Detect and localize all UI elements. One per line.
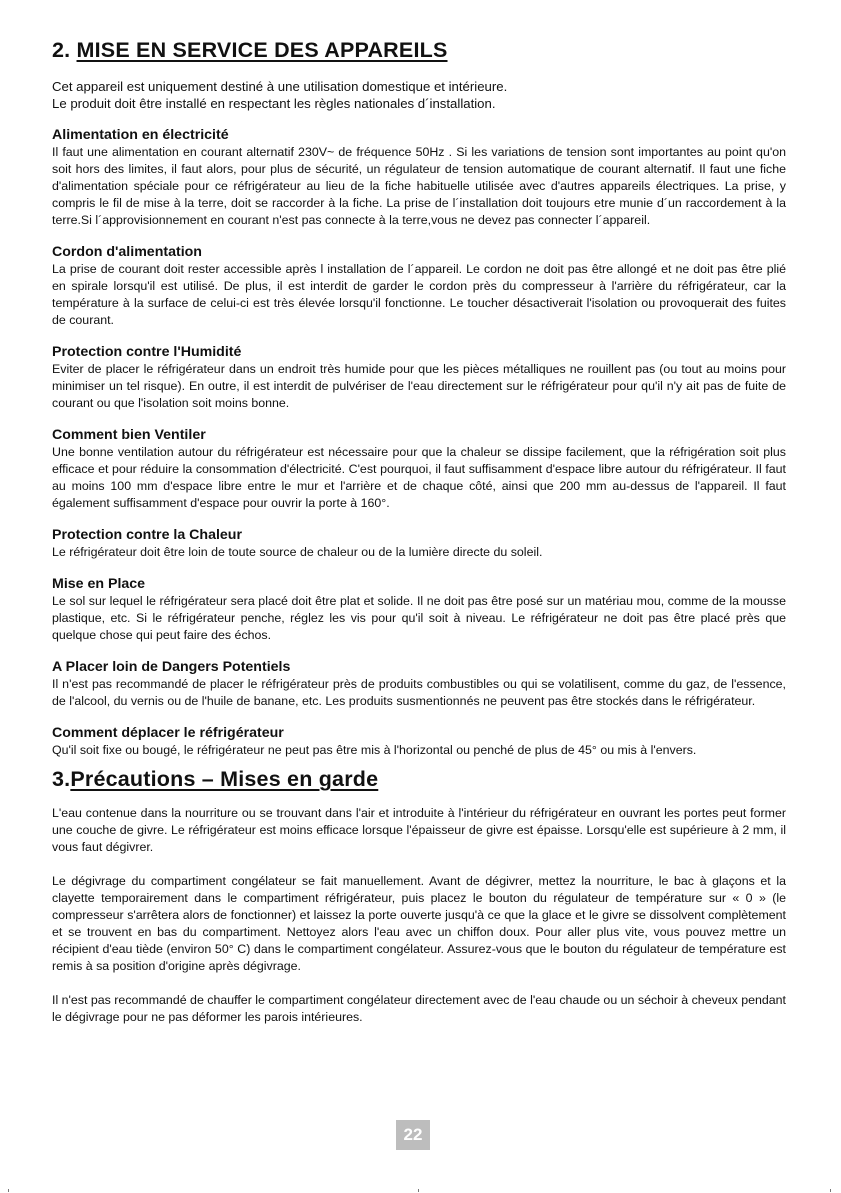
intro-block [52, 78, 786, 112]
section-text: Une bonne ventilation autour du réfrigérateur est nécessaire pour que la chaleur se dissipe facilement, que la réfrigération soit plus efficace et pour réduire la consommation d'électricité. C'est pourquoi, il faut suffisamment d'espace libre autour du réfrigérateur. Il faut au moins 100 mm d'espace libre entre le mur et l'arrière et de chaque côté, ainsi que 200 mm au-dessus de l'appareil. Il faut également suffisamment d'espace pour ouvrir la porte à 160°. [52, 445, 786, 510]
section-title: Comment déplacer le réfrigérateur [52, 725, 284, 741]
section-title: Protection contre l'Humidité [52, 344, 242, 360]
crop-marks [0, 1189, 841, 1193]
precaution-paragraph: Il n'est pas recommandé de chauffer le compartiment congélateur directement avec de l'eau chaude ou un séchoir à cheveux pendant le dégivrage pour ne pas déformer les parois intérieures. [52, 993, 786, 1024]
precaution-paragraph: L'eau contenue dans la nourriture ou se trouvant dans l'air et introduite à l'intérieur du réfrigérateur en ouvrant les portes peut former une couche de givre. Le réfrigérateur est moins efficace lorsque l'épaisseur de givre est épaisse. Lorsqu'elle est supérieure à 2 mm, il vous faut dégivrer. [52, 806, 786, 854]
section-heading-3 [52, 767, 786, 791]
section-ventiler [52, 426, 786, 512]
intro-line: Cet appareil est uniquement destiné à une utilisation domestique et intérieure. [52, 79, 508, 94]
heading-number: 2. [52, 38, 77, 62]
intro-line: Le produit doit être installé en respectant les règles nationales d´installation. [52, 96, 496, 111]
precaution-paragraph: Le dégivrage du compartiment congélateur se fait manuellement. Avant de dégivrer, mettez la nourriture, le bac à glaçons et la clayette temporairement dans le compartiment réfrigérateur, puis placez le bouton du régulateur de température sur « 0 » (le compresseur s'arrêtera alors de fonctionner) et laissez la porte ouverte jusqu'à ce que la glace et le givre se dissolvent complètement et se trouvent en bas du compartiment. Nettoyez alors l'eau avec un chiffon doux. Pour aller plus vite, vous pouvez mettre un récipient d'eau tiède (environ 50° C) dans le compartiment congélateur. Assurez-vous que le bouton du régulateur de température est remis à sa position d'origine après dégivrage. [52, 874, 786, 973]
heading-title: Précautions – Mises en garde [70, 767, 379, 791]
heading-title: MISE EN SERVICE DES APPAREILS [76, 38, 448, 62]
section-dangers [52, 658, 786, 710]
section-chaleur [52, 526, 786, 561]
section-text: Le sol sur lequel le réfrigérateur sera placé doit être plat et solide. Il ne doit pas être posé sur un matériau mou, comme de la mousse plastique, etc. Si le réfrigérateur penche, réglez les vis pour qu'il soit à niveau. Le réfrigérateur ne doit pas être placé près que quelque chose qui peut faire des échos. [52, 594, 786, 642]
page-number: 22 [396, 1120, 430, 1150]
section-title: Alimentation en électricité [52, 127, 229, 143]
section-humidite [52, 343, 786, 412]
section-title: Mise en Place [52, 576, 146, 592]
section-title: Cordon d'alimentation [52, 244, 202, 260]
section-title: A Placer loin de Dangers Potentiels [52, 659, 291, 675]
section-text: Il faut une alimentation en courant alternatif 230V~ de fréquence 50Hz . Si les variations de tension sont importantes au point qu'on soit hors des limites, il faut alors, pour plus de sécurité, un régulateur de tension automatique de courant alternatif. Il faut une fiche d'alimentation spéciale pour ce réfrigérateur au lieu de la fiche habituelle utilisée avec d'autres appareils électriques. La prise, y compris le fil de mise à la terre, doit se raccorder à la fiche. La prise de l´installation doit toujours etre munie d´un raccordement à la terre.Si l´approvisionnement en courant n'est pas connecte à la terre,vous ne devez pas connecter l´appareil. [52, 145, 786, 227]
section-text: Eviter de placer le réfrigérateur dans un endroit très humide pour que les pièces métalliques ne rouillent pas (ou tout au moins pour minimiser un tel risque). En outre, il est interdit de pulvériser de l'eau directement sur le réfrigérateur pour qu'il n'y ait pas de fuite de courant ou que l'isolation soit moins bonne. [52, 362, 786, 410]
manual-page [52, 38, 786, 1026]
section-title: Protection contre la Chaleur [52, 527, 242, 543]
section-alimentation [52, 126, 786, 229]
section-mise-en-place [52, 575, 786, 644]
section-deplacer [52, 724, 786, 759]
heading-number: 3. [52, 767, 71, 791]
section-title: Comment bien Ventiler [52, 427, 206, 443]
section-cordon [52, 243, 786, 329]
section-text: La prise de courant doit rester accessible après l installation de l´appareil. Le cordon ne doit pas être allongé et ne doit pas être plié en spirale lorsqu'il est utilisé. De plus, il est interdit de garder le cordon près du compresseur à l'arrière du réfrigérateur, car la température à la surface de celui-ci est très élevée lorsqu'il fonctionne. Le toucher désactiverait l'isolation ou provoquerait des fuites de courant. [52, 262, 786, 327]
section-text: Qu'il soit fixe ou bougé, le réfrigérateur ne peut pas être mis à l'horizontal ou penché de plus de 45° ou mis à l'envers. [52, 743, 697, 757]
section-heading-2 [52, 38, 786, 62]
section-text: Le réfrigérateur doit être loin de toute source de chaleur ou de la lumière directe du soleil. [52, 545, 543, 559]
section-text: Il n'est pas recommandé de placer le réfrigérateur près de produits combustibles ou qui se volatilisent, comme du gaz, de l'essence, de l'alcool, du vernis ou de l'huile de banane, etc. Les produits susmentionnés ne peuvent pas être stockés dans le réfrigérateur. [52, 677, 786, 708]
